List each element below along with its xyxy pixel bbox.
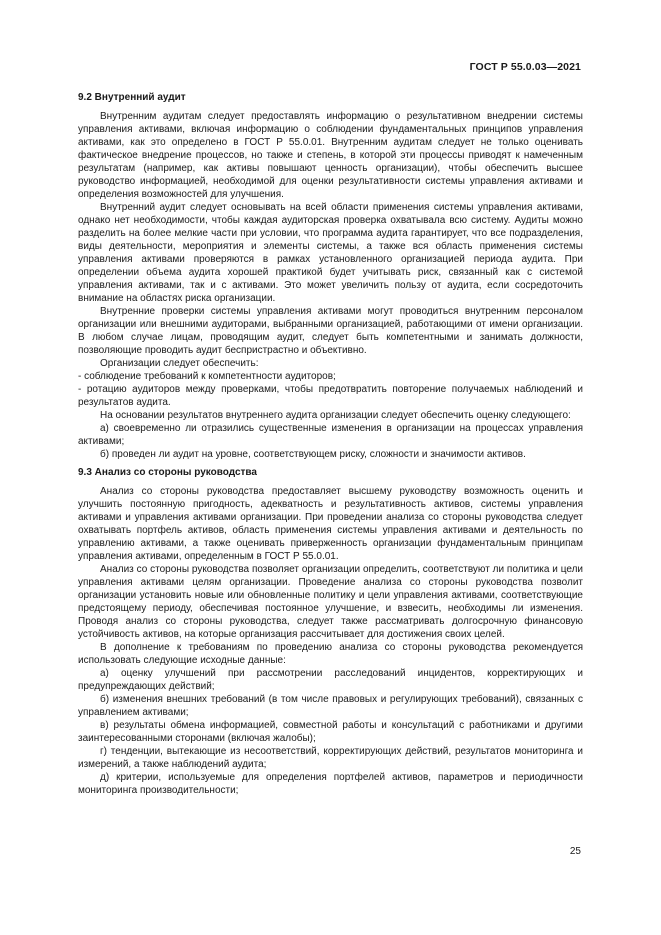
paragraph: На основании результатов внутреннего аудита организации следует обеспечить оценку следующего:: [100, 410, 571, 421]
dash-list-item: - соблюдение требований к компетентности аудиторов;: [78, 371, 336, 382]
list-item: а) своевременно ли отразились существенные изменения в организации на процессах управления активами;: [78, 423, 583, 447]
paragraph: В дополнение к требованиям по проведению анализа со стороны руководства рекомендуется использовать следующие исходные данные:: [78, 642, 583, 666]
page-content: [78, 91, 583, 797]
paragraph: Анализ со стороны руководства позволяет организации определить, соответствуют ли политика и цели управления активами целям организации. Проведение анализа со стороны руководства позволит организации установить новые или обновленные политику и цели управления активами, соответствующие предстоящему периоду, обеспечивая постоянное улучшение, и взвесить, необходимы ли изменения. Проводя анализ со стороны руководства, следует также рассматривать долгосрочную финансовую устойчивость активов, на которые организация рассчитывает для достижения своих целей.: [78, 564, 583, 640]
dash-list-item: - ротацию аудиторов между проверками, чтобы предотвратить повторение получаемых наблюдений и результатов аудита.: [78, 384, 583, 408]
document-code: ГОСТ Р 55.0.03—2021: [469, 61, 581, 73]
paragraph: Анализ со стороны руководства предоставляет высшему руководству возможность оценить и улучшить постоянную пригодность, адекватность и результативность активов, системы управления активами и управления активами организации. При проведении анализа со стороны руководства следует охватывать портфель активов, область применения системы управления активами и деятельность по управлению активами, а также оценивать приверженность организации фундаментальным принципам управления активами, определенным в ГОСТ Р 55.0.01.: [78, 486, 583, 562]
list-item: г) тенденции, вытекающие из несоответствий, корректирующих действий, результатов мониторинга и измерений, а также наблюдений аудита;: [78, 746, 583, 770]
page-number: 25: [569, 846, 581, 857]
list-item: в) результаты обмена информацией, совместной работы и консультаций с работниками и другими заинтересованными сторонами (включая жалобы);: [78, 720, 583, 744]
list-item: а) оценку улучшений при рассмотрении расследований инцидентов, корректирующих и предупреждающих действий;: [78, 668, 583, 692]
list-item: б) проведен ли аудит на уровне, соответствующем риску, сложности и значимости активов.: [100, 449, 526, 460]
paragraph: Внутренние проверки системы управления активами могут проводиться внутренним персоналом организации или внешними аудиторами, выбранными организацией, работающими от имени организации. В любом случае лицам, проводящим аудит, следует быть компетентными и занимать должности, позволяющие проводить аудит беспристрастно и объективно.: [78, 306, 583, 356]
list-item: д) критерии, используемые для определения портфелей активов, параметров и периодичности мониторинга производительности;: [78, 772, 583, 796]
section-title-9-2: 9.2 Внутренний аудит: [78, 92, 186, 103]
paragraph: Организации следует обеспечить:: [100, 358, 259, 369]
paragraph: Внутренний аудит следует основывать на всей области применения системы управления активами, однако нет необходимости, чтобы каждая аудиторская проверка охватывала всю систему. Аудиты можно разделить на более мелкие части при условии, что программа аудита гарантирует, что все подразделения, виды деятельности, мероприятия и элементы системы, а также вся область применения системы управления активами проверяются в рамках установленного организацией периода аудита. При определении объема аудита хорошей практикой будет учитывать риск, связанный как с системой управления активами, так и с активами. Это может увеличить пользу от аудита, если сосредоточить внимание на областях риска организации.: [78, 202, 583, 304]
paragraph: Внутренним аудитам следует предоставлять информацию о результативном внедрении системы управления активами, включая информацию о соблюдении фундаментальных принципов управления активами, как это определено в ГОСТ Р 55.0.01. Внутренним аудитам следует не только оценивать фактическое внедрение процессов, но также и степень, в которой эти процессы приводят к намеченным результатам (например, как активы повышают ценность организации), чтобы обеспечить высшее руководство информацией, необходимой для оценки результативности системы управления активами и определения возможностей для улучшения.: [78, 111, 583, 200]
list-item: б) изменения внешних требований (в том числе правовых и регулирующих требований), связанных с управлением активами;: [78, 694, 583, 718]
section-title-9-3: 9.3 Анализ со стороны руководства: [78, 467, 257, 478]
